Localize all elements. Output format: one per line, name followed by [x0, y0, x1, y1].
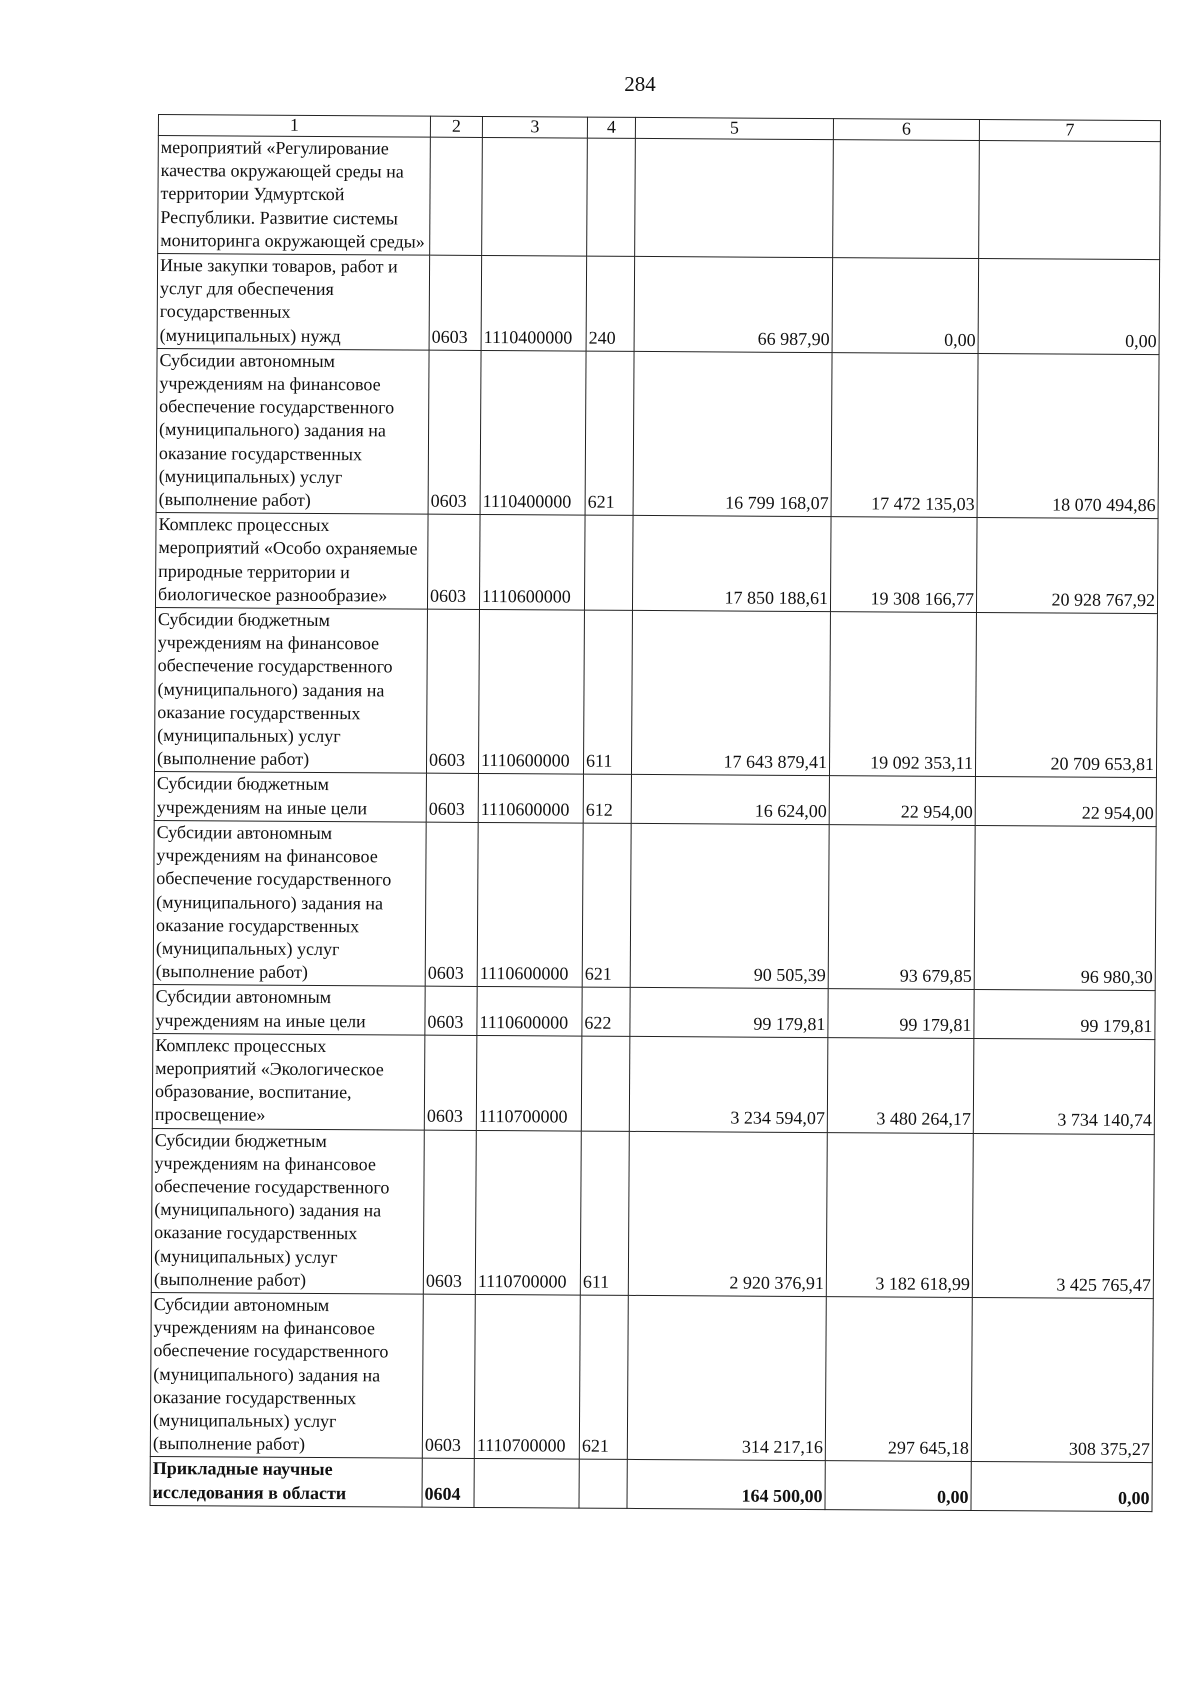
section-code: 0603: [426, 609, 479, 774]
amount-2026: 20 928 767,92: [976, 518, 1158, 614]
amount-2024: 2 920 376,91: [628, 1131, 827, 1297]
target-article-code: [474, 1459, 579, 1508]
table-row: [152, 1033, 1155, 1134]
amount-2025: 0,00: [825, 1461, 971, 1510]
page-number: 284: [624, 72, 656, 96]
column-header: 2: [430, 116, 482, 137]
section-code: 0603: [422, 1294, 475, 1459]
amount-2025: 19 092 353,11: [829, 612, 976, 777]
budget-table-wrapper: [149, 114, 1160, 1512]
amount-2024: 99 179,81: [630, 988, 828, 1038]
expense-type-code: 612: [583, 775, 631, 824]
table-row: [154, 772, 1156, 827]
amount-2024: 16 799 168,07: [633, 351, 832, 517]
section-code: 0603: [426, 774, 478, 823]
target-article-code: 1110400000: [480, 350, 586, 515]
expense-type-code: [584, 515, 633, 610]
row-name: Субсидии автономным учреждениям на финансовое обеспечение государственного (муниципального) задания на оказание государственных (муниципальных) услуг (выполнение работ): [156, 348, 429, 514]
section-code: 0603: [424, 1035, 477, 1130]
amount-2026: [979, 141, 1161, 260]
section-code: 0603: [428, 350, 481, 515]
amount-2026: 20 709 653,81: [975, 613, 1157, 779]
target-article-code: 1110600000: [479, 515, 585, 610]
amount-2024: 66 987,90: [634, 256, 833, 352]
amount-2024: 17 850 188,61: [632, 516, 831, 612]
amount-2024: 314 217,16: [627, 1295, 826, 1461]
table-row: [153, 820, 1156, 991]
row-name: мероприятий «Регулирование качества окружающей среды на территории Удмуртской Республики. Развитие системы мониторинга окружающей среды»: [158, 136, 431, 256]
row-name: Субсидии бюджетным учреждениям на финансовое обеспечение государственного (муниципального) задания на оказание государственных (муниципальных) услуг (выполнение работ): [154, 608, 427, 774]
amount-2026: 99 179,81: [974, 990, 1155, 1040]
section-code: 0603: [429, 255, 482, 350]
table-row: [150, 1292, 1153, 1463]
amount-2024: 16 624,00: [631, 775, 829, 825]
expense-type-code: 240: [586, 256, 635, 351]
section-code: 0603: [425, 822, 478, 987]
row-name: Субсидии бюджетным учреждениям на иные цели: [154, 772, 426, 822]
amount-2026: 0,00: [971, 1462, 1152, 1512]
amount-2025: 19 308 166,77: [830, 517, 977, 613]
target-article-code: 1110600000: [478, 610, 584, 775]
expense-type-code: 621: [582, 823, 631, 988]
section-code: 0603: [427, 514, 480, 609]
table-row: [150, 1457, 1152, 1512]
column-header: 5: [635, 117, 833, 139]
table-row: [158, 136, 1161, 260]
expense-type-code: [579, 1459, 627, 1508]
amount-2026: 96 980,30: [974, 825, 1156, 991]
amount-2024: 17 643 879,41: [631, 610, 830, 776]
amount-2025: [833, 140, 980, 259]
amount-2026: 3 734 140,74: [973, 1038, 1155, 1134]
table-row: [151, 1128, 1154, 1299]
budget-table: [149, 114, 1160, 1512]
target-article-code: 1110600000: [478, 774, 583, 823]
amount-2024: 90 505,39: [630, 823, 829, 989]
column-header: 6: [833, 119, 979, 141]
expense-type-code: 611: [583, 610, 632, 775]
target-article-code: 1110400000: [481, 255, 587, 350]
expense-type-code: [587, 138, 636, 256]
table-row: [153, 985, 1155, 1040]
amount-2024: 164 500,00: [627, 1460, 825, 1510]
amount-2026: 22 954,00: [975, 777, 1156, 827]
target-article-code: 1110700000: [476, 1035, 582, 1130]
amount-2025: 99 179,81: [828, 989, 974, 1038]
expense-type-code: 621: [585, 351, 634, 516]
section-code: 0603: [423, 1130, 476, 1295]
table-row: [156, 348, 1159, 519]
expense-type-code: 611: [580, 1131, 629, 1296]
amount-2025: 93 679,85: [828, 825, 975, 990]
expense-type-code: 621: [579, 1295, 628, 1460]
amount-2026: 18 070 494,86: [977, 353, 1159, 519]
table-body: [150, 136, 1160, 1512]
section-code: 0604: [422, 1459, 474, 1508]
amount-2025: 297 645,18: [825, 1297, 972, 1462]
row-name: Комплекс процессных мероприятий «Особо охраняемые природные территории и биологическое разнообразие»: [155, 513, 428, 609]
amount-2025: 3 182 618,99: [826, 1132, 973, 1297]
amount-2024: [635, 138, 834, 257]
amount-2025: 17 472 135,03: [831, 352, 978, 517]
column-header: 4: [587, 117, 635, 138]
target-article-code: 1110700000: [475, 1130, 581, 1295]
row-name: Прикладные научные исследования в области: [150, 1457, 422, 1507]
row-name: Субсидии автономным учреждениям на финансовое обеспечение государственного (муниципального) задания на оказание государственных (муниципальных) услуг (выполнение работ): [150, 1292, 423, 1458]
row-name: Иные закупки товаров, работ и услуг для обеспечения государственных (муниципальных) нужд: [157, 254, 430, 350]
target-article-code: [482, 137, 588, 256]
table-row: [157, 254, 1160, 355]
section-code: 0603: [425, 986, 477, 1035]
amount-2026: 0,00: [978, 259, 1160, 355]
target-article-code: 1110700000: [474, 1294, 580, 1459]
row-name: Субсидии автономным учреждениям на иные цели: [153, 985, 425, 1035]
amount-2025: 3 480 264,17: [827, 1037, 974, 1133]
row-name: Субсидии бюджетным учреждениям на финансовое обеспечение государственного (муниципального) задания на оказание государственных (муниципальных) услуг (выполнение работ): [151, 1128, 424, 1294]
amount-2024: 3 234 594,07: [629, 1036, 828, 1132]
table-row: [155, 513, 1158, 614]
row-name: Субсидии автономным учреждениям на финансовое обеспечение государственного (муниципального) задания на оказание государственных (муниципальных) услуг (выполнение работ): [153, 820, 426, 986]
expense-type-code: 622: [582, 987, 630, 1036]
target-article-code: 1110600000: [477, 987, 582, 1036]
amount-2026: 3 425 765,47: [972, 1133, 1154, 1299]
target-article-code: 1110600000: [477, 822, 583, 987]
section-code: [430, 137, 483, 255]
amount-2025: 0,00: [832, 258, 979, 354]
column-header: 3: [482, 116, 587, 138]
table-row: [154, 608, 1157, 779]
column-header: 1: [158, 115, 430, 138]
amount-2026: 308 375,27: [971, 1297, 1153, 1463]
amount-2025: 22 954,00: [829, 776, 975, 825]
column-header: 7: [979, 120, 1160, 142]
expense-type-code: [581, 1036, 630, 1131]
row-name: Комплекс процессных мероприятий «Экологическое образование, воспитание, просвещение»: [152, 1033, 425, 1129]
